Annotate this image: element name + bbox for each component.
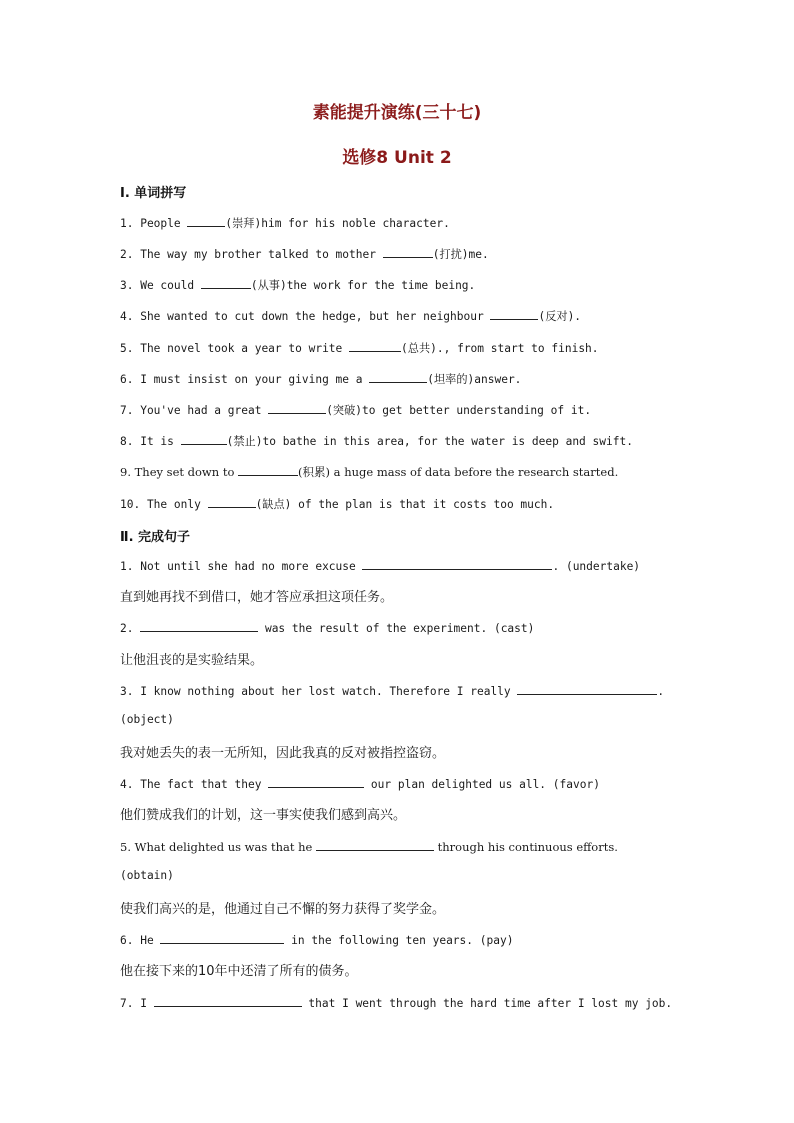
answer-blank[interactable] (268, 775, 364, 788)
page-title: 素能提升演练(三十七) (312, 103, 482, 123)
answer-blank[interactable] (517, 682, 657, 695)
spelling-item: 1. People (崇拜)him for his noble character. (120, 214, 680, 231)
sentence-item: 2. was the result of the experiment. (cast) (120, 619, 680, 635)
answer-blank[interactable] (268, 401, 326, 414)
answer-blank[interactable] (362, 557, 552, 570)
answer-blank[interactable] (201, 276, 251, 289)
sentence-item: 1. Not until she had no more excuse . (undertake) (120, 557, 680, 573)
sentence-item: 5. What delighted us was that he through his continuous efforts. (120, 840, 618, 854)
spelling-item: 8. It is (禁止)to bathe in this area, for the water is deep and swift. (120, 432, 680, 449)
spelling-item: 4. She wanted to cut down the hedge, but her neighbour (反对). (120, 307, 680, 324)
answer-blank[interactable] (181, 432, 227, 445)
spelling-item: 2. The way my brother talked to mother (打扰)me. (120, 245, 680, 262)
sentence-translation: 他在接下来的10年中还清了所有的债务。 (120, 964, 358, 979)
answer-blank[interactable] (160, 931, 284, 944)
spelling-item: 3. We could (从事)the work for the time being. (120, 276, 680, 293)
answer-blank[interactable] (208, 495, 256, 508)
sentence-hint: (obtain) (120, 869, 174, 882)
sentence-item: 4. The fact that they our plan delighted us all. (favor) (120, 775, 680, 791)
answer-blank[interactable] (383, 245, 433, 258)
section-heading-sentences: Ⅱ. 完成句子 (120, 530, 191, 545)
section-heading-spelling: Ⅰ. 单词拼写 (120, 186, 187, 201)
answer-blank[interactable] (238, 463, 298, 476)
spelling-item: 7. You've had a great (突破)to get better understanding of it. (120, 401, 680, 418)
sentence-translation: 我对她丢失的表一无所知，因此我真的反对被指控盗窃。 (120, 746, 446, 761)
answer-blank[interactable] (140, 619, 258, 632)
answer-blank[interactable] (316, 838, 434, 851)
answer-blank[interactable] (187, 214, 225, 227)
sentence-hint: (object) (120, 713, 174, 726)
sentence-translation: 让他沮丧的是实验结果。 (120, 653, 264, 668)
sentence-translation: 直到她再找不到借口，她才答应承担这项任务。 (120, 590, 394, 605)
answer-blank[interactable] (369, 370, 427, 383)
sentence-item: 6. He in the following ten years. (pay) (120, 931, 680, 947)
page-subtitle: 选修8 Unit 2 (342, 148, 452, 168)
sentence-translation: 他们赞成我们的计划，这一事实使我们感到高兴。 (120, 808, 407, 823)
answer-blank[interactable] (349, 339, 401, 352)
spelling-item: 9. They set down to (积累) a huge mass of data before the research started. (120, 465, 619, 479)
sentence-item: 7. I that I went through the hard time after I lost my job. (120, 994, 680, 1010)
sentence-item: 3. I know nothing about her lost watch. Therefore I really . (120, 682, 680, 698)
sentence-translation: 使我们高兴的是，他通过自己不懈的努力获得了奖学金。 (120, 902, 446, 917)
answer-blank[interactable] (154, 994, 302, 1007)
spelling-item: 6. I must insist on your giving me a (坦率的)answer. (120, 370, 680, 387)
spelling-item: 10. The only (缺点) of the plan is that it costs too much. (120, 495, 680, 512)
spelling-item: 5. The novel took a year to write (总共)., from start to finish. (120, 339, 680, 356)
answer-blank[interactable] (490, 307, 538, 320)
